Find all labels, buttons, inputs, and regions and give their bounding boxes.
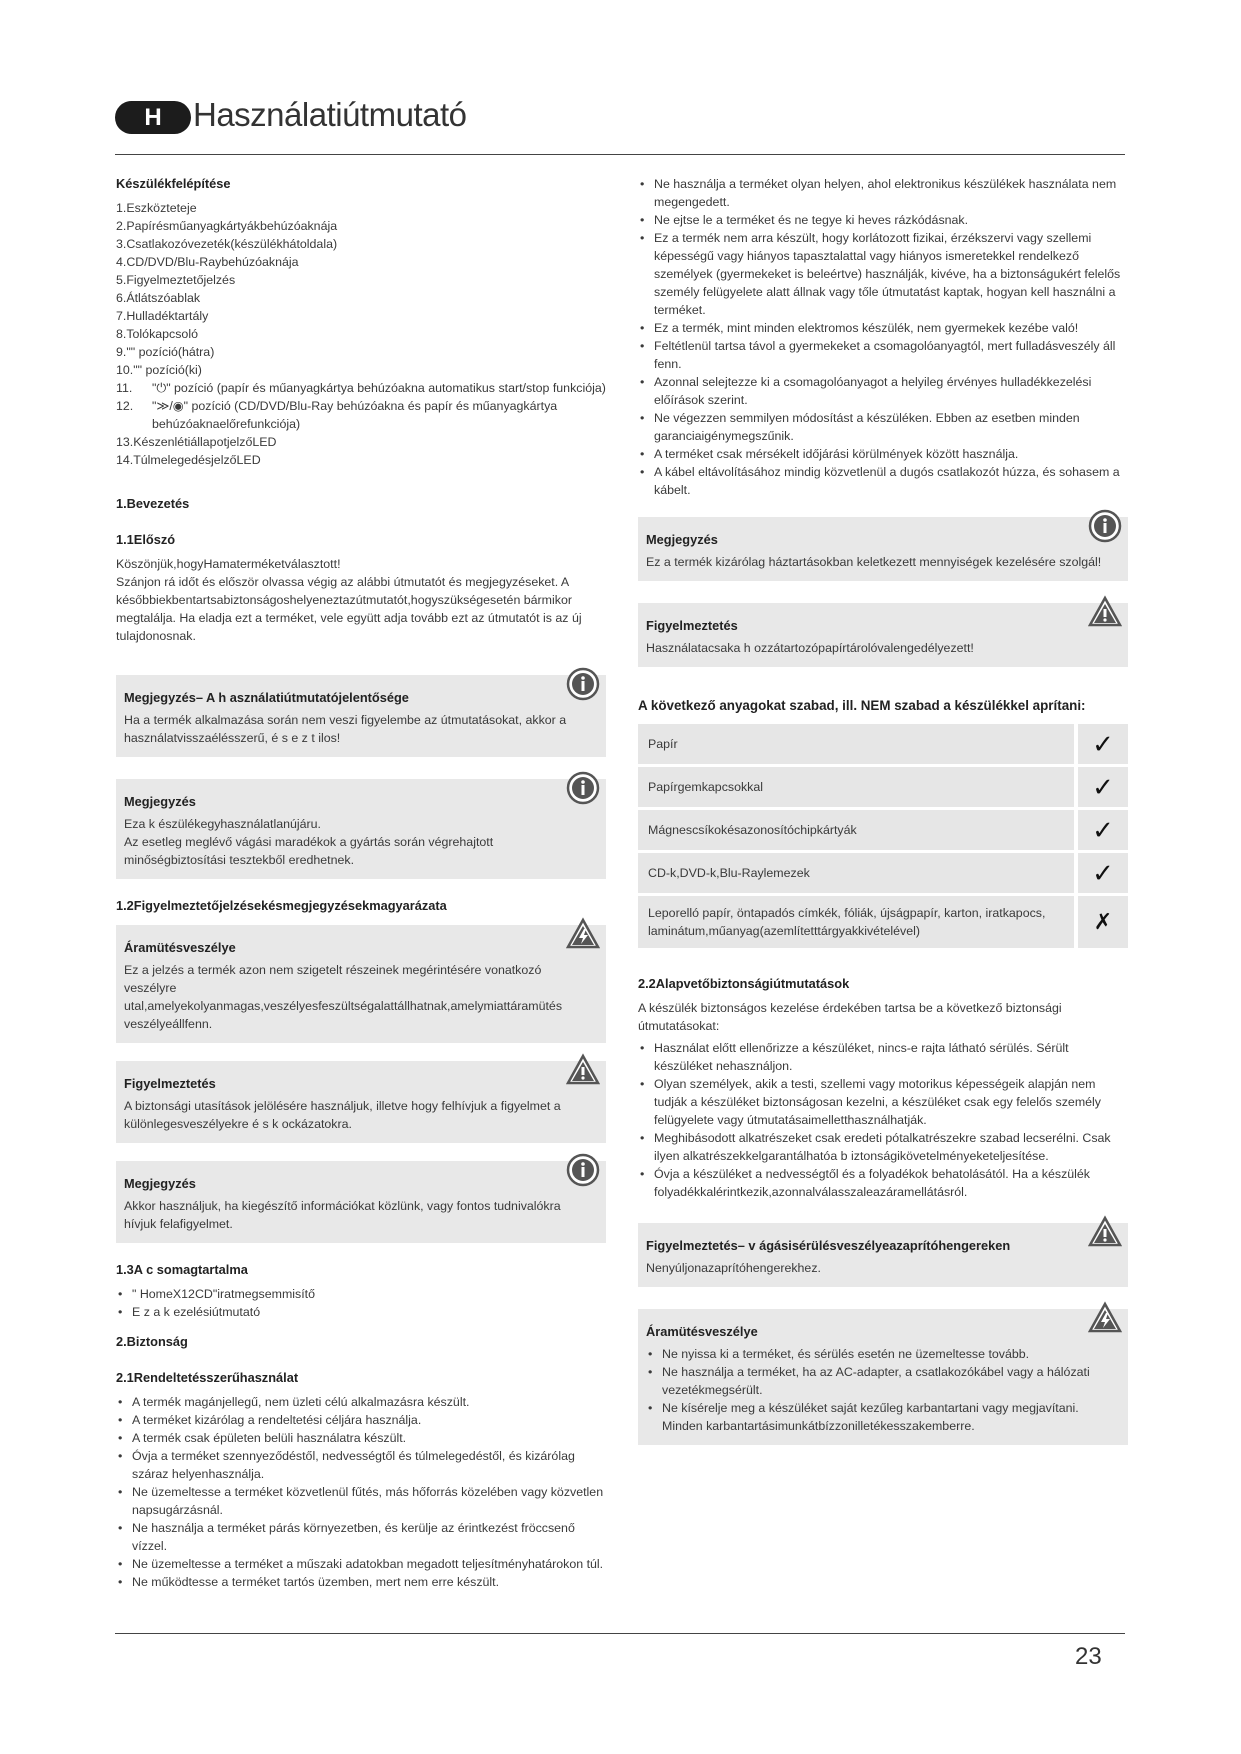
- document-title: Használatiútmutató: [193, 96, 467, 133]
- note-box-info: [116, 1161, 606, 1243]
- foreword-text-2: Szánjon rá időt és először olvassa végig az alábbi útmutatót és megjegyzéseket. A későbbiekbentartsabiztonságoshelyeneztazútmutatót,hogyszükségesetén bármikor megtalálja. Ha eladja ezt a terméket, vele együtt adja tovább ezt az útmutatót is az új tulajdonosnak.: [116, 575, 582, 643]
- item-text: "≫/◉" pozíció (CD/DVD/Blu-Ray behúzóakna és papír és műanyagkártya behúzóaknaelőrefunkciója): [152, 399, 558, 431]
- list-item: 9."" pozíció(hátra): [116, 345, 215, 359]
- basic-safety-heading: 2.2Alapvetőbiztonságiútmutatások: [638, 976, 850, 991]
- foreword-text: Köszönjük,hogyHamaterméketválasztott!: [116, 557, 341, 571]
- box-text: Ez a termék kizárólag háztartásokban keletkezett mennyiségek kezelésére szolgál!: [646, 555, 1102, 569]
- note-box-household: [638, 517, 1128, 581]
- list-item: • A terméket kizárólag a rendeltetési céljára használja.: [116, 1411, 606, 1429]
- list-item: • " HomeX12CD"iratmegsemmisítő: [116, 1285, 606, 1303]
- info-icon: [566, 667, 600, 701]
- list-item: 13.KészenlétiállapotjelzőLED: [116, 435, 277, 449]
- list-item: • A terméket csak mérsékelt időjárási körülmények között használja.: [638, 445, 1128, 463]
- info-icon: [566, 1153, 600, 1187]
- intended-use-list: [116, 1393, 606, 1591]
- box-title: Figyelmeztetés: [124, 1076, 216, 1091]
- list-item: 8.Tolókapcsoló: [116, 327, 198, 341]
- box-text: Ha a termék alkalmazása során nem veszi figyelembe az útmutatásokat, akkor a használatvisszaélésszerű, é s e z t ilos!: [124, 713, 567, 745]
- list-item: 6.Átlátszóablak: [116, 291, 201, 305]
- language-badge: H: [115, 101, 191, 134]
- list-item: • E z a k ezelésiútmutató: [116, 1303, 606, 1321]
- list-item: 14.TúlmelegedésjelzőLED: [116, 453, 261, 467]
- list-item: 1.Eszközteteje: [116, 201, 197, 215]
- item-number: 12.: [116, 399, 134, 413]
- check-mark-icon: ✓: [1074, 853, 1128, 893]
- list-item: • Ne végezzen semmilyen módosítást a készüléken. Ebben az esetben minden garanciaigénymegszűnik.: [638, 409, 1128, 445]
- box-title: Megjegyzés: [646, 532, 718, 547]
- list-item: • Ne használja a terméket, ha az AC-adapter, a csatlakozókábel vagy a hálózati vezetékmegsérült.: [646, 1363, 1118, 1399]
- electric-shock-box: [116, 925, 606, 1043]
- list-item: • Ne üzemeltesse a terméket közvetlenül fűtés, más hőforrás közelében vagy közvetlen napsugárzásnál.: [116, 1483, 606, 1519]
- list-item: 10."" pozíció(ki): [116, 363, 202, 377]
- box-title: Megjegyzés: [124, 1176, 196, 1191]
- table-row: [638, 767, 1128, 807]
- foreword-heading: 1.1Előszó: [116, 532, 176, 547]
- material-name: Papírgemkapcsokkal: [638, 767, 1074, 807]
- device-parts-list: [116, 199, 606, 469]
- list-item: 2.Papírésműanyagkártyákbehúzóaknája: [116, 219, 338, 233]
- box-title: Figyelmeztetés– v ágásisérülésveszélyeazaprítóhengereken: [646, 1238, 1011, 1253]
- list-item: • Ne működtesse a terméket tartós üzemben, mert nem erre készült.: [116, 1573, 606, 1591]
- list-item: [116, 397, 606, 433]
- box-title: Megjegyzés: [124, 794, 196, 809]
- box-title: Figyelmeztetés: [646, 618, 738, 633]
- list-item: • Használat előtt ellenőrizze a készüléket, nincs-e rajta látható sérülés. Sérült készüléket nehasználjon.: [638, 1039, 1128, 1075]
- box-text: Használatacsaka h ozzátartozópapírtárolóvalengedélyezett!: [646, 641, 974, 655]
- note-box-unused: [116, 779, 606, 879]
- package-heading: 1.3A c somagtartalma: [116, 1262, 248, 1277]
- right-column: [638, 175, 1128, 1445]
- check-mark-icon: ✓: [1074, 767, 1128, 807]
- list-item: • A termék magánjellegű, nem üzleti célú alkalmazásra készült.: [116, 1393, 606, 1411]
- basic-safety-list: [638, 1039, 1128, 1201]
- box-title: Megjegyzés– A h asználatiútmutatójelentősége: [124, 690, 409, 705]
- safety-heading: 2.Biztonság: [116, 1334, 188, 1349]
- material-name: Leporelló papír, öntapadós címkék, fóliák, újságpapír, karton, iratkapocs, laminátum,műanyag(azemlítetttárgyakkivételével): [638, 896, 1074, 948]
- intended-use-heading: 2.1Rendeltetésszerűhasználat: [116, 1370, 299, 1385]
- safety-list-continued: [638, 175, 1128, 499]
- list-item: 3.Csatlakozóvezeték(készülékhátoldala): [116, 237, 338, 251]
- basic-safety-intro: A készülék biztonságos kezelése érdekében tartsa be a következő biztonsági útmutatásokat:: [638, 1001, 1062, 1033]
- table-row: [638, 853, 1128, 893]
- material-name: Papír: [638, 724, 1074, 764]
- box-text: Nenyúljonazaprítóhengerekhez.: [646, 1261, 821, 1275]
- box-text: A biztonsági utasítások jelölésére használjuk, illetve hogy felhívjuk a figyelmet a különlegesveszélyekre é s k ockázatokra.: [124, 1099, 561, 1131]
- box-text: Eza k észülékegyhasználatlanújáru.: [124, 817, 321, 831]
- package-list: [116, 1285, 606, 1321]
- box-text: Ez a jelzés a termék azon nem szigetelt részeinek megérintésére vonatkozó veszélyre utal,amelyekolyanmagas,veszélyesfeszültségalattállhatnak,amelymiattáramütés veszélyeállfenn.: [124, 963, 563, 1031]
- table-row: [638, 724, 1128, 764]
- intro-heading: 1.Bevezetés: [116, 496, 190, 511]
- list-item: • Ez a termék nem arra készült, hogy korlátozott fizikai, érzékszervi vagy szellemi képességű vagy hiányos tapasztalattal vagy hiányos ismeretekkel rendelkező személyek (gyermekeket is beleértve) használják, kivéve, ha a biztonságukért felelős személy felügyelete alatt állnak vagy tőle útmutatást kaptak, hogyan kell használni a terméket.: [638, 229, 1128, 319]
- box-title: Áramütésveszélye: [646, 1324, 758, 1339]
- left-column: [116, 175, 606, 1591]
- box-title: Áramütésveszélye: [124, 940, 236, 955]
- cut-hazard-box: [638, 1223, 1128, 1287]
- check-mark-icon: ✓: [1074, 724, 1128, 764]
- list-item: • A kábel eltávolításához mindig közvetlenül a dugós csatlakozót húzza, és sohasem a kábelt.: [638, 463, 1128, 499]
- list-item: • Azonnal selejtezze ki a csomagolóanyagot a helyileg érvényes hulladékkezelési előírások szerint.: [638, 373, 1128, 409]
- check-mark-icon: ✓: [1074, 810, 1128, 850]
- cross-mark-icon: ✗: [1074, 896, 1128, 948]
- material-name: Mágnescsíkokésazonosítóchipkártyák: [638, 810, 1074, 850]
- list-item: [116, 379, 606, 397]
- electric-warning-icon: [566, 917, 600, 951]
- page-header: [115, 96, 1125, 155]
- warnings-heading: 1.2Figyelmeztetőjelzésekésmegjegyzésekmagyarázata: [116, 898, 447, 913]
- list-item: 4.CD/DVD/Blu-Raybehúzóaknája: [116, 255, 299, 269]
- page-number: 23: [1075, 1643, 1102, 1670]
- warning-icon: [566, 1053, 600, 1087]
- list-item: • Meghibásodott alkatrészeket csak eredeti pótalkatrészekre szabad lecserélni. Csak ilyen alkatrészekkelgarantálhatóa b iztonságikövetelményeketeljesítése.: [638, 1129, 1128, 1165]
- list-item: • Olyan személyek, akik a testi, szellemi vagy motorikus képességeik alapján nem tudják a készüléket biztonságosan kezelni, a készüléket csak egy felelős személy felügyelete vagy útmutatásaimelletthasználhatják.: [638, 1075, 1128, 1129]
- electric-warning-icon: [1088, 1301, 1122, 1335]
- materials-heading: A következő anyagokat szabad, ill. NEM szabad a készülékkel aprítani:: [638, 698, 1086, 713]
- box-text: Akkor használjuk, ha kiegészítő információkat közlünk, vagy fontos tudnivalókra hívjuk felafigyelmet.: [124, 1199, 561, 1231]
- list-item: • Óvja a készüléket a nedvességtől és a folyadékok behatolásától. Ha a készülék folyadékkalérintkezik,azonnalválasszaleazáramellátásról.: [638, 1165, 1128, 1201]
- table-row: [638, 810, 1128, 850]
- table-row: [638, 896, 1128, 948]
- list-item: • Ez a termék, mint minden elektromos készülék, nem gyermekek kezébe való!: [638, 319, 1128, 337]
- list-item: • Ne ejtse le a terméket és ne tegye ki heves rázkódásnak.: [638, 211, 1128, 229]
- note-box-importance: [116, 675, 606, 757]
- list-item: • Ne kísérelje meg a készüléket saját kezűleg karbantartani vagy megjavítani. Minden karbantartásimunkátbízzonilletékesszakemberre.: [646, 1399, 1118, 1435]
- item-number: 11.: [116, 381, 133, 395]
- item-text: "⏻" pozíció (papír és műanyagkártya behúzóakna automatikus start/stop funkciója): [152, 381, 606, 395]
- list-item: 5.Figyelmeztetőjelzés: [116, 273, 236, 287]
- footer-divider: [115, 1633, 1125, 1634]
- list-item: • Ne használja a terméket olyan helyen, ahol elektronikus készülékek használata nem megengedett.: [638, 175, 1128, 211]
- material-name: CD-k,DVD-k,Blu-Raylemezek: [638, 853, 1074, 893]
- list-item: • Ne használja a terméket párás környezetben, és kerülje az érintkezést fröccsenő vízzel.: [116, 1519, 606, 1555]
- list-item: • A termék csak épületen belüli használatra készült.: [116, 1429, 606, 1447]
- warning-box: [116, 1061, 606, 1143]
- warning-icon: [1088, 595, 1122, 629]
- device-heading: Készülékfelépítése: [116, 176, 231, 191]
- info-icon: [1088, 509, 1122, 543]
- info-icon: [566, 771, 600, 805]
- warning-icon: [1088, 1215, 1122, 1249]
- box-list: [646, 1345, 1118, 1435]
- box-text-2: Az esetleg meglévő vágási maradékok a gyártás során végrehajtott minőségbiztosítási tesztekből eredhetnek.: [124, 835, 494, 867]
- list-item: • Ne nyissa ki a terméket, és sérülés esetén ne üzemeltesse tovább.: [646, 1345, 1118, 1363]
- electric-shock-box-2: [638, 1309, 1128, 1445]
- list-item: • Ne üzemeltesse a terméket a műszaki adatokban megadott teljesítményhatárokon túl.: [116, 1555, 606, 1573]
- list-item: • Óvja a terméket szennyeződéstől, nedvességtől és túlmelegedéstől, és kizárólag száraz helyenhasználja.: [116, 1447, 606, 1483]
- warning-box-bin: [638, 603, 1128, 667]
- list-item: 7.Hulladéktartály: [116, 309, 209, 323]
- list-item: • Feltétlenül tartsa távol a gyermekeket a csomagolóanyagtól, mert fulladásveszély áll fenn.: [638, 337, 1128, 373]
- materials-table: [638, 721, 1128, 951]
